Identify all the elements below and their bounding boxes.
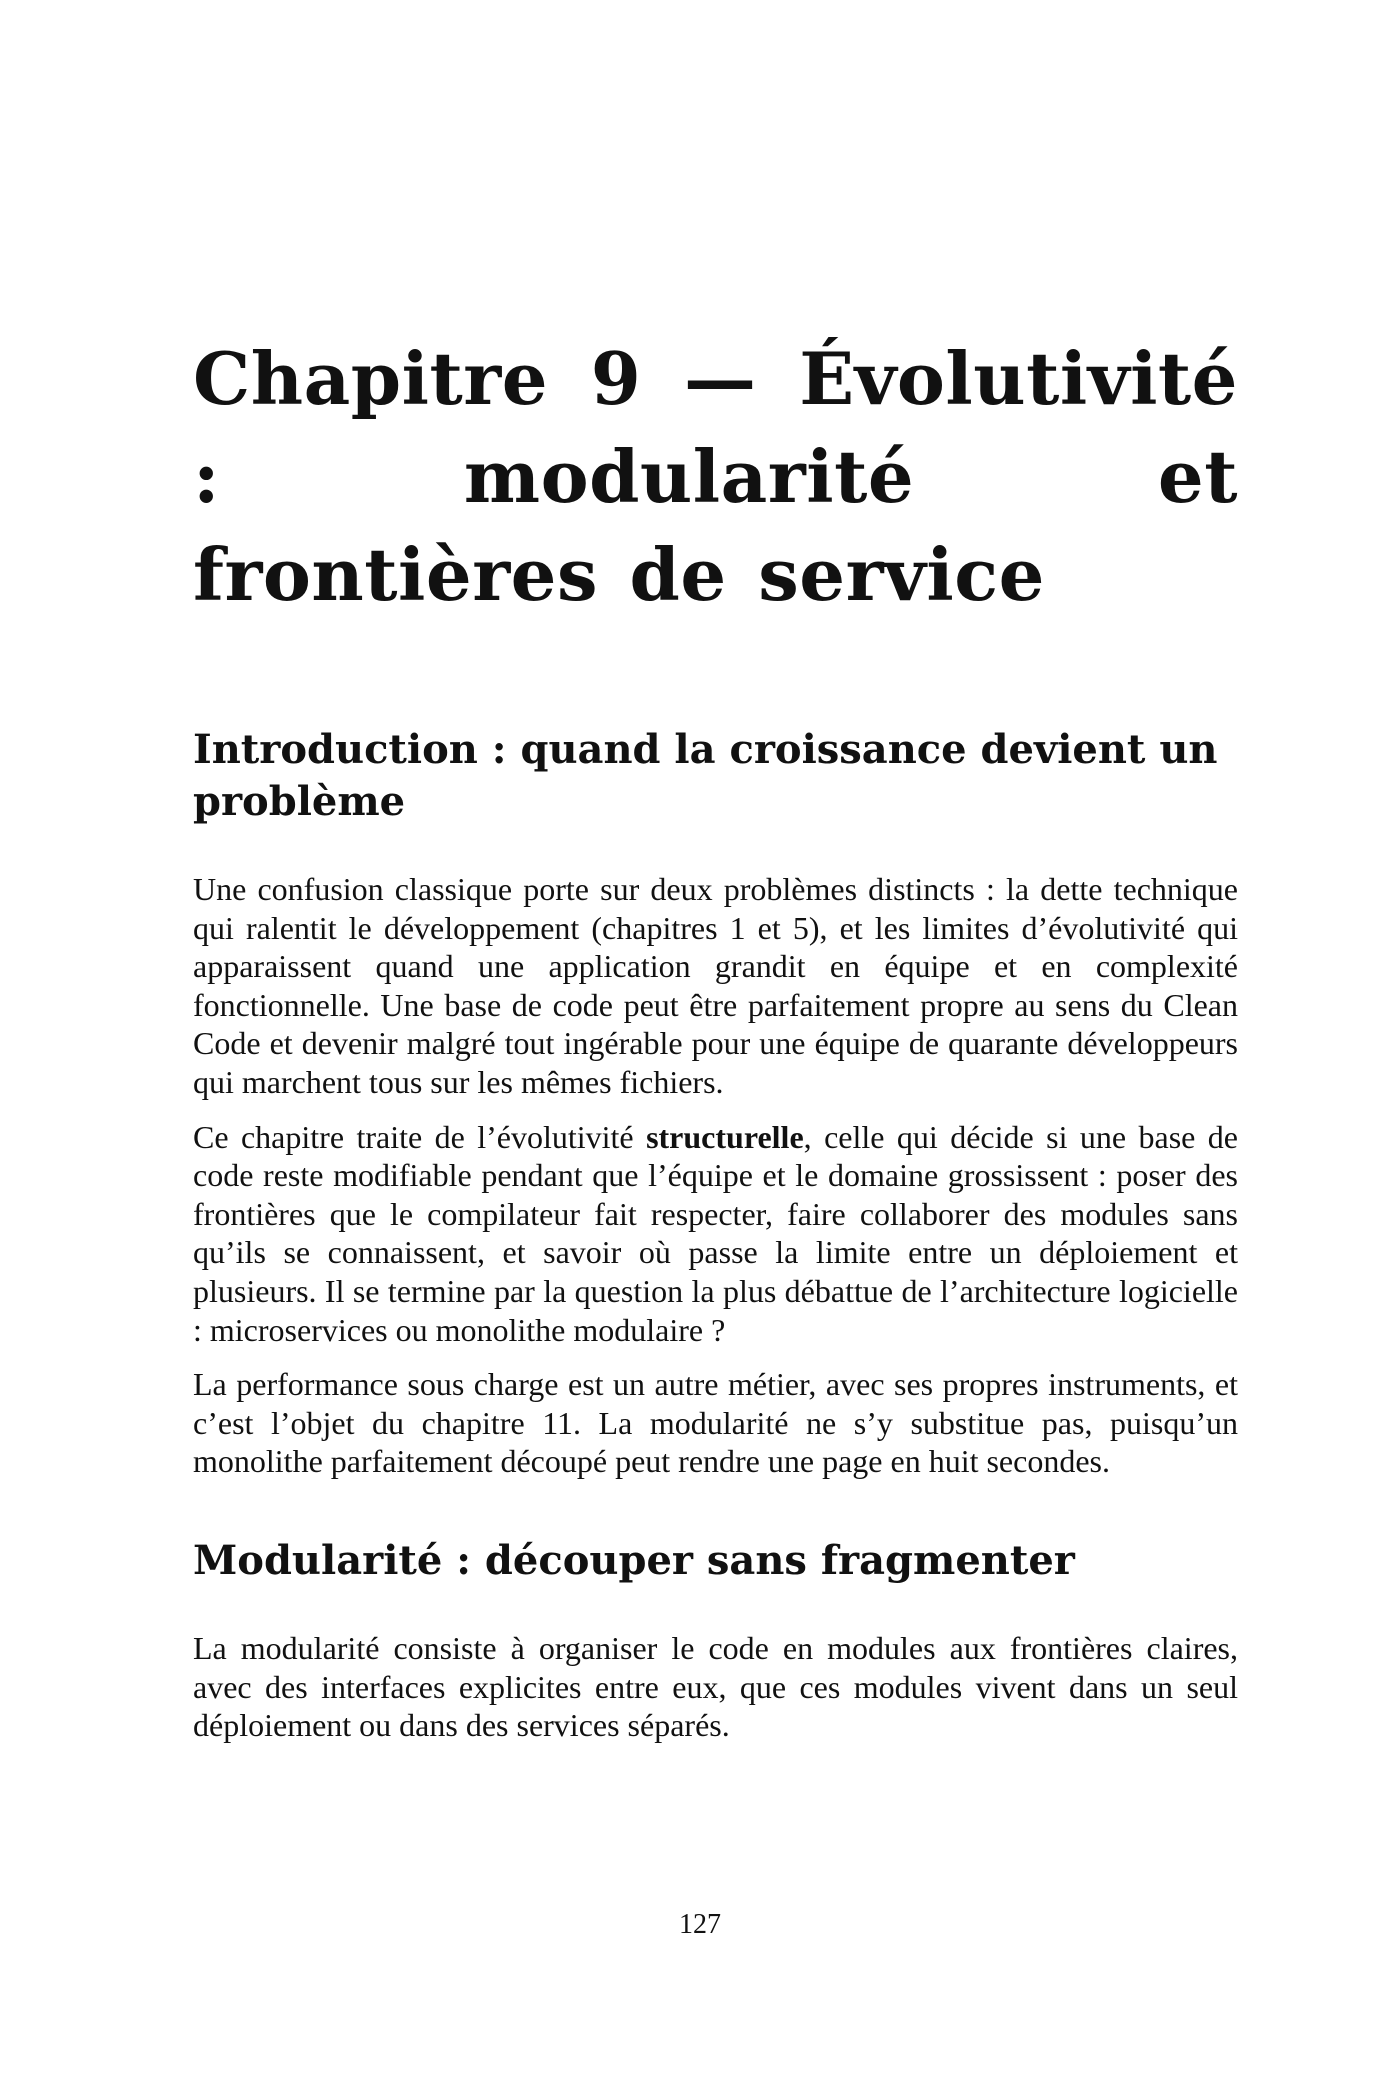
intro-paragraph-1: Une confusion classique porte sur deux problèmes distincts : la dette technique qui ralentit le développement (chapitres 1 et 5), et les limites d’évolutivité qui apparaissent quand une application grandit en équipe et en complexité fonctionnelle. Une base de code peut être parfaitement propre au sens du Clean Code et devenir malgré tout ingérable pour une équipe de quarante développeurs qui marchent tous sur les mêmes fichiers.	[193, 871, 1238, 1100]
section-heading-modularite: Modularité : découper sans fragmenter	[193, 1536, 1075, 1584]
modularite-paragraph-1: La modularité consiste à organiser le code en modules aux frontières claires, avec des interfaces explicites entre eux, que ces modules vivent dans un seul déploiement ou dans des services séparés.	[193, 1629, 1238, 1744]
intro-paragraph-2	[193, 1118, 1238, 1350]
page-body	[193, 330, 1238, 1761]
paragraph-text: , celle qui décide si une base de code reste modifiable pendant que l’équipe et le domaine grossissent : poser des frontières que le compilateur fait respecter, faire collaborer des modules sans qu’ils se connaissent, et savoir où passe la limite entre un déploiement et plusieurs. Il se termine par la question la plus débattue de l’architecture logicielle : microservices ou monolithe modulaire ?	[193, 1118, 1239, 1348]
chapter-title: Chapitre 9 — Évolutivité : modularité et frontières de service	[193, 336, 1238, 617]
intro-paragraph-3: La performance sous charge est un autre métier, avec ses propres instruments, et c’est l’objet du chapitre 11. La modularité ne s’y substitue pas, puisqu’un monolithe parfaitement découpé peut rendre une page en huit secondes.	[193, 1366, 1238, 1480]
section-heading-introduction: Introduction : quand la croissance devient un problème	[193, 726, 1218, 825]
page-number: 127	[679, 1909, 721, 1940]
paragraph-text: Ce chapitre traite de l’évolutivité	[193, 1118, 647, 1155]
emphasis-text: structurelle	[646, 1118, 804, 1155]
